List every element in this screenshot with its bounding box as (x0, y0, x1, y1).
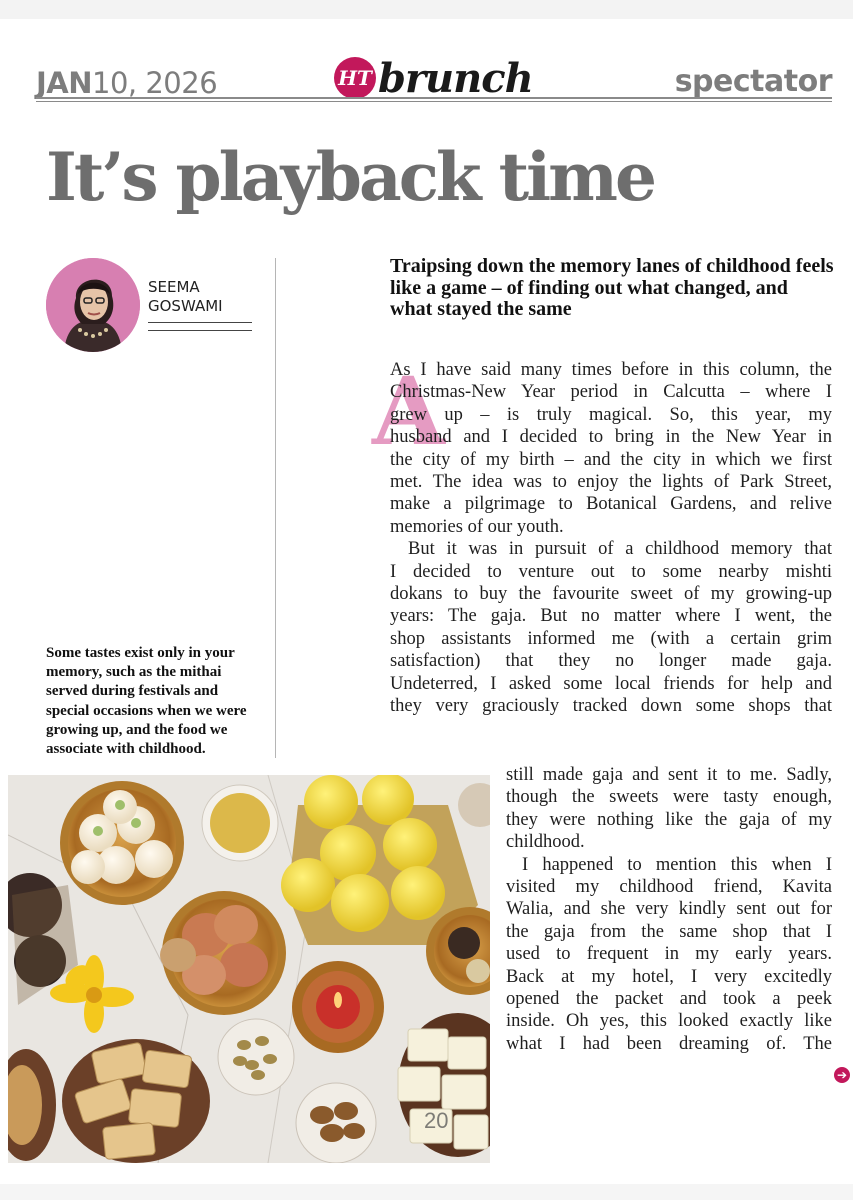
body-line: satisfaction) that they no longer made gaja. (390, 651, 832, 672)
ht-logo-badge: HT (334, 57, 376, 99)
body-line: Walia, and she very kindly sent out for (506, 899, 832, 920)
body-line: they very graciously tracked down some shops that (390, 696, 832, 717)
section-name: spectator (674, 64, 832, 99)
author-avatar (46, 258, 140, 352)
body-line: they were nothing like the gaja of my (506, 809, 832, 830)
issue-date-day-year: 10, 2026 (92, 66, 218, 100)
body-line: Back at my hotel, I very excitedly (506, 966, 832, 987)
masthead-rule-top (36, 97, 832, 99)
body-line: opened the packet and took a peek (506, 989, 832, 1010)
drop-cap: A (372, 357, 445, 467)
masthead-rule-bottom (36, 101, 832, 102)
body-line: used to frequent in my early years. (506, 944, 832, 965)
page-top-margin (0, 0, 853, 19)
brunch-wordmark: brunch (378, 54, 533, 102)
masthead (36, 56, 832, 102)
article-headline: It’s playback time (46, 138, 654, 216)
body-line: Undeterred, I asked some local friends for help and (390, 673, 832, 694)
page-number: 20 (424, 1108, 449, 1133)
body-line: visited my childhood friend, Kavita (506, 877, 832, 898)
arrow-right-icon: ➔ (834, 1067, 850, 1083)
body-line: make a pilgrimage to Botanical Gardens, and relive (390, 494, 832, 515)
author-first-name: SEEMA (148, 278, 200, 296)
body-line: Christmas-New Year period in Calcutta – where I (390, 382, 832, 403)
body-line: still made gaja and sent it to me. Sadly, (506, 765, 832, 785)
body-line: met. The idea was to enjoy the lights of Park Street, (390, 472, 832, 493)
author-portrait-icon (46, 258, 140, 352)
body-line: husband and I decided to bring in the New Year in (390, 427, 832, 448)
brunch-logo (334, 56, 533, 100)
sweets-photo (8, 775, 490, 1163)
column-divider (275, 258, 276, 758)
issue-date-month: JAN (36, 66, 93, 100)
page-bottom-margin (0, 1184, 853, 1200)
body-line: childhood. (506, 832, 585, 853)
body-line: dokans to buy the favourite sweet of my growing-up (390, 584, 832, 605)
author-byline (148, 278, 223, 316)
article-standfirst: Traipsing down the memory lanes of childhood feels like a game – of finding out what changed, and what stayed the same (390, 255, 834, 320)
sweets-platter-illustration (8, 775, 490, 1163)
body-line: memories of our youth. (390, 516, 564, 537)
body-line: I happened to mention this when I (522, 854, 832, 875)
body-line: I decided to venture out to some nearby mishti (390, 561, 832, 582)
body-line: grew up – is truly magical. So, this year, my (390, 404, 832, 425)
author-rule (148, 322, 252, 331)
body-line: what I had been dreaming of. The (506, 1033, 832, 1054)
body-line: inside. Oh yes, this looked exactly like (506, 1011, 832, 1032)
photo-caption: Some tastes exist only in your memory, such as the mithai served during festivals and special occasions when we were growing up, and the food we associate with childhood. (46, 645, 247, 758)
body-column-upper (390, 359, 832, 718)
body-line: But it was in pursuit of a childhood memory that (408, 539, 832, 560)
body-line: the city of my birth – and the city in which we first (390, 449, 832, 470)
body-line: As I have said many times before in this column, the (390, 360, 832, 380)
author-last-name: GOSWAMI (148, 297, 223, 315)
body-line: shop assistants informed me (with a certain grim (390, 628, 832, 649)
body-line: years: The gaja. But no matter where I went, the (390, 606, 832, 627)
body-column-lower (506, 764, 832, 1055)
issue-date (36, 66, 217, 100)
body-line: the gaja from the same shop that I (506, 921, 832, 942)
body-line: though the sweets were tasty enough, (506, 787, 832, 808)
